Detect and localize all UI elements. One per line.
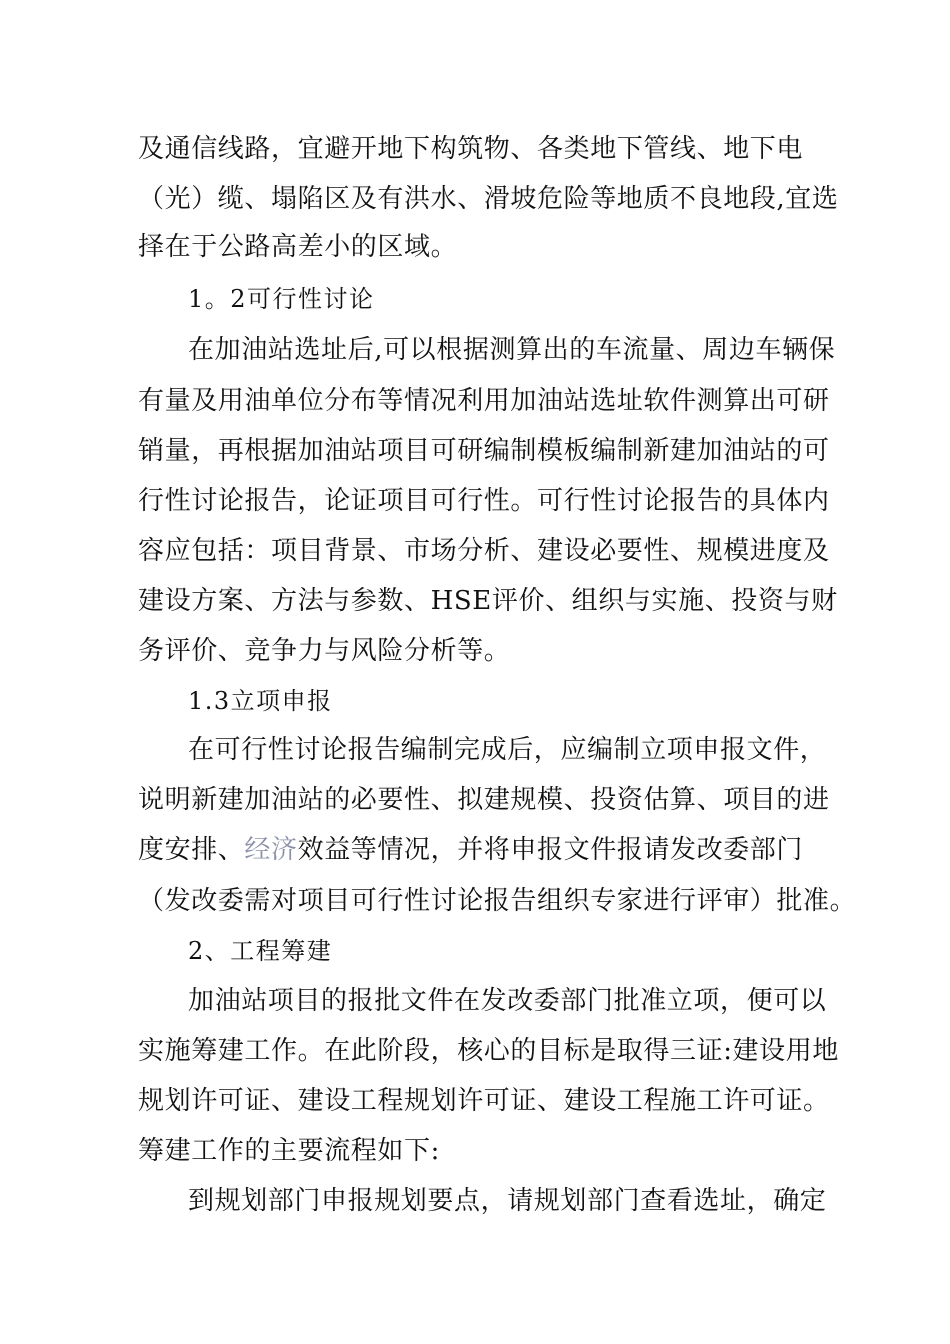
body-text-line: （发改委需对项目可行性讨论报告组织专家进行评审）批准。: [138, 886, 857, 916]
body-text-line: 务评价、竞争力与风险分析等。: [138, 636, 511, 666]
paragraph-first-line: 在加油站选址后,可以根据测算出的车流量、周边车辆保: [188, 335, 836, 365]
section-heading-1-3: 1.3立项申报: [188, 687, 333, 715]
text-segment: 度安排、: [138, 835, 245, 865]
paragraph-first-line: 到规划部门申报规划要点，请规划部门查看选址，确定: [188, 1186, 827, 1216]
section-heading-2: 2、工程筹建: [188, 937, 333, 965]
body-text-line: 有量及用油单位分布等情况利用加油站选址软件测算出可研: [138, 386, 830, 416]
section-heading-1-2: 1。2可行性讨论: [188, 285, 375, 313]
body-text-line: 销量，再根据加油站项目可研编制模板编制新建加油站的可: [138, 436, 830, 466]
paragraph-first-line: 加油站项目的报批文件在发改委部门批准立项，便可以: [188, 986, 827, 1016]
body-text-line: 规划许可证、建设工程规划许可证、建设工程施工许可证。: [138, 1086, 830, 1116]
body-text-line: 及通信线路，宜避开地下构筑物、各类地下管线、地下电: [138, 134, 804, 164]
body-text-line: 行性讨论报告，论证项目可行性。可行性讨论报告的具体内: [138, 486, 830, 516]
body-text-line: 择在于公路高差小的区域。: [138, 232, 458, 262]
body-text-line: （光）缆、塌陷区及有洪水、滑坡危险等地质不良地段,宜选: [138, 184, 839, 214]
body-text-line: 实施筹建工作。在此阶段，核心的目标是取得三证:建设用地: [138, 1036, 839, 1066]
economy-link[interactable]: 经济: [244, 835, 298, 865]
text-segment: 效益等情况，并将申报文件报请发改委部门: [297, 835, 804, 865]
paragraph-first-line: 在可行性讨论报告编制完成后，应编制立项申报文件，: [188, 735, 827, 765]
body-text-line: 容应包括：项目背景、市场分析、建设必要性、规模进度及: [138, 536, 830, 566]
body-text-line: 建设方案、方法与参数、HSE评价、组织与实施、投资与财: [138, 586, 838, 616]
body-text-line: 筹建工作的主要流程如下:: [138, 1136, 440, 1166]
body-text-line: [138, 833, 803, 867]
body-text-line: 说明新建加油站的必要性、拟建规模、投资估算、项目的进: [138, 785, 830, 815]
